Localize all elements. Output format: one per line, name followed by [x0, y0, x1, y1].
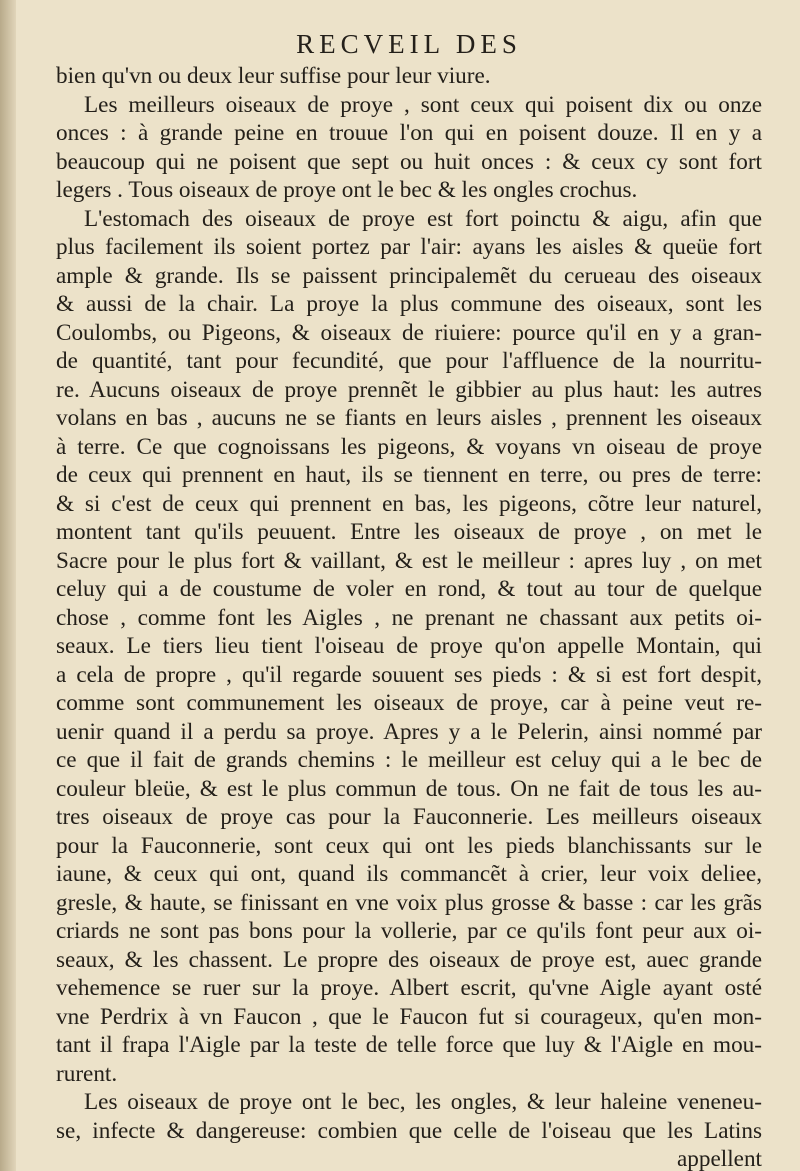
text-line: criards ne sont pas bons pour la vollerie, par ce qu'ils font peur aux oi- [56, 918, 762, 944]
text-line: plus facilement ils soient portez par l'air: ayans les aisles & queüe fort [56, 234, 762, 260]
text-line: vne Perdrix à vn Faucon , que le Faucon fut si courageux, qu'en mon- [56, 1003, 762, 1030]
text-line: ce que il fait de grands chemins : le meilleur est celuy qui a le bec de [56, 747, 762, 773]
text-line: ample & grande. Ils se paissent principalemẽt du cerueau des oiseaux [56, 262, 762, 289]
text-block [56, 62, 762, 1171]
running-head: RECVEIL DES [296, 29, 522, 59]
text-line: iaune, & ceux qui ont, quand ils commancẽt à crier, leur voix deliee, [56, 861, 762, 887]
page-gutter-shadow [0, 0, 16, 1171]
text-line: onces : à grande peine en trouue l'on qui en poisent douze. Il en y a [56, 120, 762, 146]
text-line: L'estomach des oiseaux de proye est fort poinctu & aigu, afin que [84, 205, 762, 232]
text-line: seaux. Le tiers lieu tient l'oiseau de proye qu'on appelle Montain, qui [56, 633, 762, 659]
text-line: volans en bas , aucuns ne se fiants en leurs aisles , prennent les oiseaux [56, 405, 762, 431]
text-line: à terre. Ce que cognoissans les pigeons, & voyans vn oiseau de proye [56, 433, 762, 460]
text-line: seaux, & les chassent. Le propre des oiseaux de proye est, auec grande [56, 946, 762, 973]
text-line: de ceux qui prennent en haut, ils se tiennent en terre, ou pres de terre: [56, 462, 762, 488]
text-line: couleur bleüe, & est le plus commun de tous. On ne fait de tous les au- [56, 775, 762, 802]
text-line: Les oiseaux de proye ont le bec, les ongles, & leur haleine veneneu- [84, 1089, 762, 1115]
text-line: se, infecte & dangereuse: combien que celle de l'oiseau que les Latins [56, 1117, 762, 1144]
text-line: bien qu'vn ou deux leur suffise pour leur viure. [56, 63, 491, 89]
text-line: legers . Tous oiseaux de proye ont le bec & les ongles crochus. [56, 177, 638, 203]
text-line: montent tant qu'ils peuuent. Entre les oiseaux de proye , on met le [56, 519, 762, 545]
text-line: & aussi de la chair. La proye la plus commune des oiseaux, sont les [56, 291, 762, 317]
text-line: Sacre pour le plus fort & vaillant, & est le meilleur : apres luy , on met [56, 547, 762, 574]
text-line: & si c'est de ceux qui prennent en bas, les pigeons, cõtre leur naturel, [56, 490, 762, 517]
text-line: rurent. [56, 1060, 118, 1087]
text-line: de quantité, tant pour fecundité, que pour l'affluence de la nourritu- [56, 348, 762, 374]
text-line: gresle, & haute, se finissant en vne voix plus grosse & basse : car les grãs [56, 889, 762, 916]
text-line: Les meilleurs oiseaux de proye , sont ceux qui poisent dix ou onze [84, 91, 762, 118]
catchword: appellent [677, 1146, 762, 1171]
text-line: beaucoup qui ne poisent que sept ou huit onces : & ceux cy sont fort [56, 148, 762, 175]
text-line: re. Aucuns oiseaux de proye prennẽt le gibbier au plus haut: les autres [56, 376, 762, 403]
text-line: comme sont communement les oiseaux de proye, car à peine veut re- [56, 690, 762, 716]
text-line: uenir quand il a perdu sa proye. Apres y a le Pelerin, ainsi nommé par [56, 718, 762, 745]
text-line: a cela de propre , qu'il regarde souuent ses pieds : & si est fort despit, [56, 661, 762, 688]
text-line: celuy qui a de coustume de voler en rond, & tout au tour de quelque [56, 576, 762, 602]
text-line: vehemence se ruer sur la proye. Albert escrit, qu'vne Aigle ayant osté [56, 975, 762, 1001]
text-line: pour la Fauconnerie, sont ceux qui ont les pieds blanchissants sur le [56, 832, 762, 859]
text-line: chose , comme font les Aigles , ne prenant ne chassant aux petits oi- [56, 604, 762, 631]
text-line: tres oiseaux de proye cas pour la Fauconnerie. Les meilleurs oiseaux [56, 804, 762, 830]
text-line: Coulombs, ou Pigeons, & oiseaux de riuiere: pource qu'il en y a gran- [56, 319, 762, 346]
text-line: tant il frapa l'Aigle par la teste de telle force que luy & l'Aigle en mou- [56, 1032, 762, 1058]
